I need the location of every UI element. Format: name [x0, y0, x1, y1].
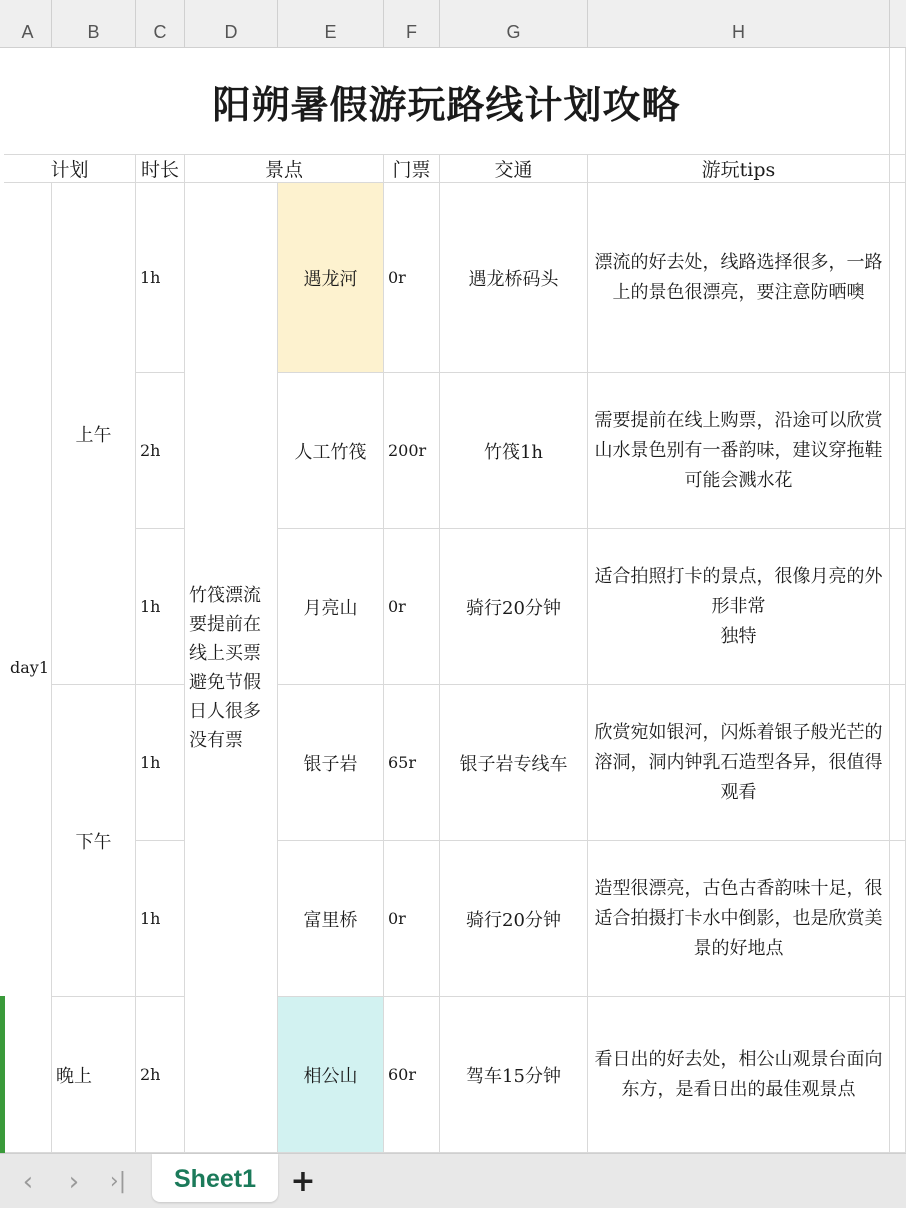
prev-sheet-icon[interactable]: ‹ [22, 1167, 34, 1197]
header-transport[interactable]: 交通 [440, 155, 588, 183]
transport-cell[interactable]: 竹筏1h [440, 373, 588, 529]
ticket-cell[interactable]: 200r [384, 373, 440, 529]
spreadsheet-grid [0, 48, 906, 1153]
column-header-g[interactable]: G [440, 0, 588, 48]
tips-cell[interactable]: 造型很漂亮，古色古香韵味十足，很适合拍摄打卡水中倒影，也是欣赏美景的好地点 [588, 841, 890, 997]
tips-cell[interactable]: 欣赏宛如银河，闪烁着银子般光芒的溶洞，洞内钟乳石造型各异，很值得观看 [588, 685, 890, 841]
spot-cell[interactable]: 银子岩 [278, 685, 384, 841]
duration-cell[interactable]: 1h [136, 841, 185, 997]
transport-cell[interactable]: 骑行20分钟 [440, 529, 588, 685]
period-evening[interactable]: 晚上 [52, 997, 136, 1153]
ticket-cell[interactable]: 0r [384, 529, 440, 685]
column-header-a[interactable]: A [4, 0, 52, 48]
ticket-cell[interactable]: 65r [384, 685, 440, 841]
empty-cell[interactable] [890, 373, 906, 529]
next-sheet-icon[interactable]: › [68, 1167, 80, 1197]
column-header-e[interactable]: E [278, 0, 384, 48]
tips-cell[interactable]: 看日出的好去处，相公山观景台面向东方，是看日出的最佳观景点 [588, 997, 890, 1153]
spot-cell[interactable]: 富里桥 [278, 841, 384, 997]
spot-cell[interactable]: 月亮山 [278, 529, 384, 685]
tips-cell[interactable]: 漂流的好去处，线路选择很多，一路上的景色很漂亮，要注意防晒噢 [588, 183, 890, 373]
duration-cell[interactable]: 2h [136, 373, 185, 529]
sheet-tab-bar [0, 1153, 906, 1208]
duration-cell[interactable]: 1h [136, 529, 185, 685]
empty-cell[interactable] [890, 529, 906, 685]
note-cell[interactable]: 竹筏漂流 要提前在 线上买票 避免节假 日人很多 没有票 [185, 183, 278, 1153]
transport-cell[interactable]: 遇龙桥码头 [440, 183, 588, 373]
header-tips[interactable]: 游玩tips [588, 155, 890, 183]
ticket-cell[interactable]: 0r [384, 183, 440, 373]
tips-cell[interactable]: 需要提前在线上购票，沿途可以欣赏山水景色别有一番韵味，建议穿拖鞋可能会溅水花 [588, 373, 890, 529]
header-spot[interactable]: 景点 [185, 155, 384, 183]
period-afternoon[interactable]: 下午 [52, 685, 136, 997]
header-duration[interactable]: 时长 [136, 155, 185, 183]
column-header-d[interactable]: D [185, 0, 278, 48]
day-cell[interactable]: day1 [4, 183, 52, 1153]
sheet-title[interactable]: 阳朔暑假游玩路线计划攻略 [4, 48, 890, 155]
spot-cell[interactable]: 相公山 [278, 997, 384, 1153]
transport-cell[interactable]: 驾车15分钟 [440, 997, 588, 1153]
duration-cell[interactable]: 1h [136, 685, 185, 841]
empty-cell[interactable] [890, 183, 906, 373]
empty-cell[interactable] [890, 997, 906, 1153]
column-header-f[interactable]: F [384, 0, 440, 48]
column-header-h[interactable]: H [588, 0, 890, 48]
column-header-b[interactable]: B [52, 0, 136, 48]
header-plan[interactable]: 计划 [4, 155, 136, 183]
header-ticket[interactable]: 门票 [384, 155, 440, 183]
transport-cell[interactable]: 骑行20分钟 [440, 841, 588, 997]
selection-indicator [0, 996, 5, 1153]
duration-cell[interactable]: 1h [136, 183, 185, 373]
sheet-tab-sheet1[interactable]: Sheet1 [152, 1154, 278, 1202]
tips-cell[interactable]: 适合拍照打卡的景点，很像月亮的外形非常 独特 [588, 529, 890, 685]
duration-cell[interactable]: 2h [136, 997, 185, 1153]
empty-cell[interactable] [890, 841, 906, 997]
spot-cell[interactable]: 人工竹筏 [278, 373, 384, 529]
empty-cell[interactable] [890, 155, 906, 183]
empty-cell[interactable] [890, 685, 906, 841]
column-header-c[interactable]: C [136, 0, 185, 48]
ticket-cell[interactable]: 0r [384, 841, 440, 997]
ticket-cell[interactable]: 60r [384, 997, 440, 1153]
add-sheet-icon[interactable]: + [290, 1164, 316, 1199]
empty-cell[interactable] [890, 48, 906, 155]
last-sheet-icon[interactable]: ›| [109, 1169, 127, 1194]
period-morning[interactable]: 上午 [52, 183, 136, 685]
spot-cell[interactable]: 遇龙河 [278, 183, 384, 373]
column-header-next[interactable] [890, 0, 906, 48]
transport-cell[interactable]: 银子岩专线车 [440, 685, 588, 841]
column-header-bar [0, 0, 906, 48]
